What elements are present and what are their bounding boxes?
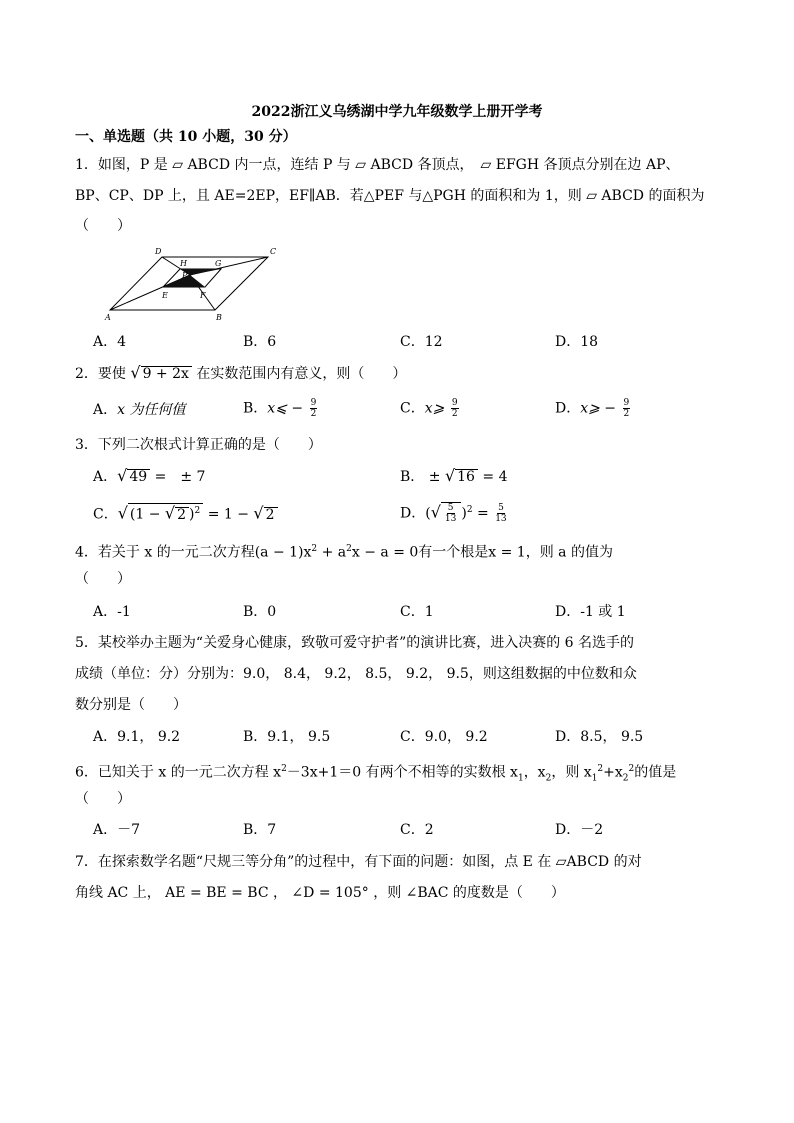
q6-line2: （ ） — [75, 791, 131, 807]
q1-option-d: D．18 — [555, 334, 599, 350]
q6-option-c: C．2 — [400, 822, 434, 838]
q4-option-d: D．-1 或 1 — [555, 604, 626, 620]
q6-option-a: A．－7 — [93, 822, 141, 838]
q2-option-b: B．x⩽ − $\frac{9}{2}$ — [243, 398, 317, 419]
label-E: E — [162, 291, 168, 300]
q5-line2: 成绩（单位：分）分别为：9.0， 8.4， 9.2， 8.5， 9.2， 9.5，则这组数据的中位数和众 — [75, 666, 637, 682]
q6-option-b: B．7 — [243, 822, 277, 838]
q3-option-a: A．√ 49 = ± 7 — [93, 466, 206, 485]
q5-option-c: C．9.0， 9.2 — [400, 729, 488, 745]
q5-option-a: A．9.1， 9.2 — [93, 729, 181, 745]
q5-line3: 数分别是（ ） — [75, 697, 187, 713]
q3-option-d: D．(√ $\frac{5}{13}$ )$^2$ = $\frac{5}{13}$ — [400, 502, 507, 525]
label-G: G — [215, 259, 222, 268]
q3-option-c: C．√ (1 − √ 2 )$^2$ = 1 − √ 2 — [93, 503, 278, 524]
q1-option-c: C．12 — [400, 334, 443, 350]
q7-line1: 7．在探索数学名题“尺规三等分角”的过程中，有下面的问题：如图，点 E 在 ▱ABCD 的对 — [75, 854, 642, 870]
q6-stem: 6．已知关于 x 的一元二次方程 $x^2-3x+1=0$ 有两个不相等的实数根 $x_1$，$x_2$，则 $x_1^2+x_2^2$的值是 — [75, 764, 677, 784]
q1-option-b: B．6 — [243, 334, 277, 350]
label-H: H — [180, 259, 187, 268]
q2-option-a: A．x 为任何值 — [93, 402, 186, 418]
label-F: F — [200, 291, 206, 300]
q1-line1: 1．如图，P 是 ▱ ABCD 内一点，连结 P 与 ▱ ABCD 各顶点， ▱ EFGH 各顶点分别在边 AP、 — [75, 157, 680, 173]
q4-option-b: B．0 — [243, 604, 277, 620]
q1-line3: （ ） — [75, 218, 131, 234]
q1-option-a: A．4 — [93, 334, 127, 350]
q2-stem: 2．要使 √ 9 + 2x 在实数范围内有意义，则（ ） — [75, 363, 407, 382]
q6-option-d: D．－2 — [555, 822, 604, 838]
q5-option-b: B．9.1， 9.5 — [243, 729, 331, 745]
q4-option-a: A．-1 — [93, 604, 131, 620]
q4-stem: 4．若关于 x 的一元二次方程$(a - 1)x^2 + a^2x - a = 0$有一个根是x = 1，则 a 的值为 — [75, 544, 613, 561]
q2-option-c: C．x⩾ $\frac{9}{2}$ — [400, 398, 458, 419]
q3-stem: 3．下列二次根式计算正确的是（ ） — [75, 437, 322, 453]
q7-line2: 角线 AC 上， AE = BE = BC ， ∠D = 105° ，则 ∠BAC 的度数是（ ） — [75, 885, 565, 901]
page-title: 2022浙江义乌绣湖中学九年级数学上册开学考 — [251, 104, 543, 120]
q5-option-d: D．8.5， 9.5 — [555, 729, 644, 745]
q5-line1: 5．某校举办主题为“关爱身心健康，致敬可爱守护者”的演讲比赛，进入决赛的 6 名选手的 — [75, 635, 635, 651]
label-A: A — [105, 313, 111, 322]
q4-line2: （ ） — [75, 571, 131, 587]
label-D: D — [155, 247, 162, 256]
q3-option-b: B． ± √ 16 = 4 — [400, 466, 508, 485]
q4-option-c: C．1 — [400, 604, 434, 620]
label-B: B — [216, 313, 222, 322]
section-heading: 一、单选题（共 10 小题，30 分） — [75, 129, 297, 145]
label-P: P — [182, 271, 188, 280]
q2-option-d: D．x⩾ − $\frac{9}{2}$ — [555, 398, 630, 419]
label-C: C — [270, 247, 277, 256]
parallelogram-figure — [100, 243, 280, 323]
q1-line2: BP、CP、DP 上，且 AE=2EP，EF∥AB．若△PEF 与△PGH 的面积和为 1，则 ▱ ABCD 的面积为 — [75, 188, 705, 204]
